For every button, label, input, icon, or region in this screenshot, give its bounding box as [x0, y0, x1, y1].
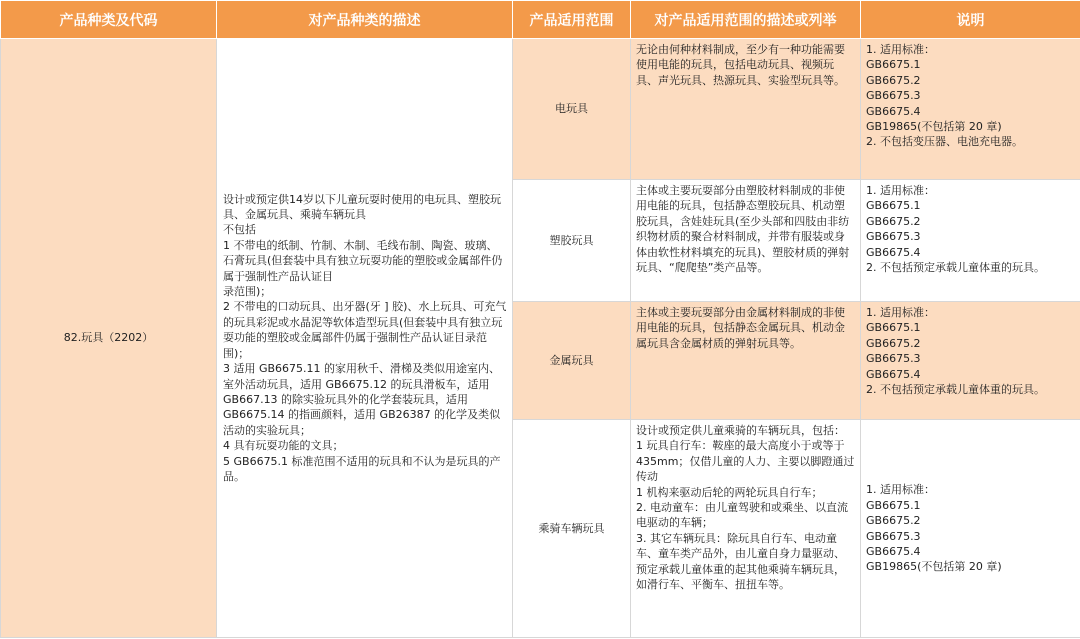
category-cell: 82.玩具（2202）	[1, 39, 217, 638]
table-header-row	[1, 1, 1080, 39]
table-row	[1, 39, 1080, 180]
category-description-cell: 设计或预定供14岁以下儿童玩耍时使用的电玩具、塑胶玩具、金属玩具、乘骑车辆玩具 不包括 1 不带电的纸制、竹制、木制、毛线布制、陶瓷、玻璃、石膏玩具(但套装中具有独立玩耍功能的塑胶或金属部件仍属于强制性产品认证目 录范围)； 2 不带电的口动玩具、出牙器(牙 ] 胶)、水上玩具、可充气的玩具彩泥或水晶泥等软体造型玩具(但套装中具有独立玩耍功能的塑胶或金属部件仍属于强制性产品认证目录范围)； 3 适用 GB6675.11 的家用秋千、滑梯及类似用途室内、室外活动玩具，适用 GB6675.12 的玩具滑板车，适用 GB667.13 的除实验玩具外的化学套装玩具，适用 GB6675.14 的指画颜料，适用 GB26387 的化学及类似活动的实验玩具； 4 具有玩耍功能的文具； 5 GB6675.1 标准范围不适用的玩具和不认为是玩具的产品。	[217, 39, 513, 638]
scope-cell: 电玩具	[513, 39, 631, 180]
scope-cell: 乘骑车辆玩具	[513, 420, 631, 638]
scope-cell: 金属玩具	[513, 302, 631, 420]
notes-cell: 1. 适用标准： GB6675.1 GB6675.2 GB6675.3 GB6675.4 2. 不包括预定承载儿童体重的玩具。	[861, 180, 1080, 302]
scope-description-cell: 主体或主要玩耍部分由塑胶材料制成的非使用电能的玩具，包括静态塑胶玩具、机动塑胶玩具，含娃娃玩具(至少头部和四肢由非纺织物材质的聚合材料制成，并带有服装或身体由软性材料填充的玩具)、塑胶材质的弹射玩具、“爬爬垫”类产品等。	[631, 180, 861, 302]
header-scope: 产品适用范围	[513, 1, 631, 39]
scope-description-cell: 设计或预定供儿童乘骑的车辆玩具，包括： 1 玩具自行车：鞍座的最大高度小于或等于 435mm；仅借儿童的人力、主要以脚蹬通过传动 1 机构来驱动后轮的两轮玩具自行车； 2. 电动童车：由儿童驾驶和或乘坐、以直流电驱动的车辆； 3. 其它车辆玩具：除玩具自行车、电动童车、童车类产品外，由儿童自身力量驱动、预定承载儿童体重的起其他乘骑车辆玩具，如滑行车、平衡车、扭扭车等。	[631, 420, 861, 638]
scope-cell: 塑胶玩具	[513, 180, 631, 302]
header-notes: 说明	[861, 1, 1080, 39]
notes-cell: 1. 适用标准： GB6675.1 GB6675.2 GB6675.3 GB6675.4 GB19865(不包括第 20 章) 2. 不包括变压器、电池充电器。	[861, 39, 1080, 180]
scope-description-cell: 主体或主要玩耍部分由金属材料制成的非使用电能的玩具，包括静态金属玩具、机动金属玩具含金属材质的弹射玩具等。	[631, 302, 861, 420]
notes-cell: 1. 适用标准： GB6675.1 GB6675.2 GB6675.3 GB6675.4 2. 不包括预定承载儿童体重的玩具。	[861, 302, 1080, 420]
header-category: 产品种类及代码	[1, 1, 217, 39]
notes-cell: 1. 适用标准： GB6675.1 GB6675.2 GB6675.3 GB6675.4 GB19865(不包括第 20 章)	[861, 420, 1080, 638]
header-scope-description: 对产品适用范围的描述或列举	[631, 1, 861, 39]
scope-description-cell: 无论由何种材料制成，至少有一种功能需要使用电能的玩具，包括电动玩具、视频玩具、声光玩具、热源玩具、实验型玩具等。	[631, 39, 861, 180]
header-category-description: 对产品种类的描述	[217, 1, 513, 39]
